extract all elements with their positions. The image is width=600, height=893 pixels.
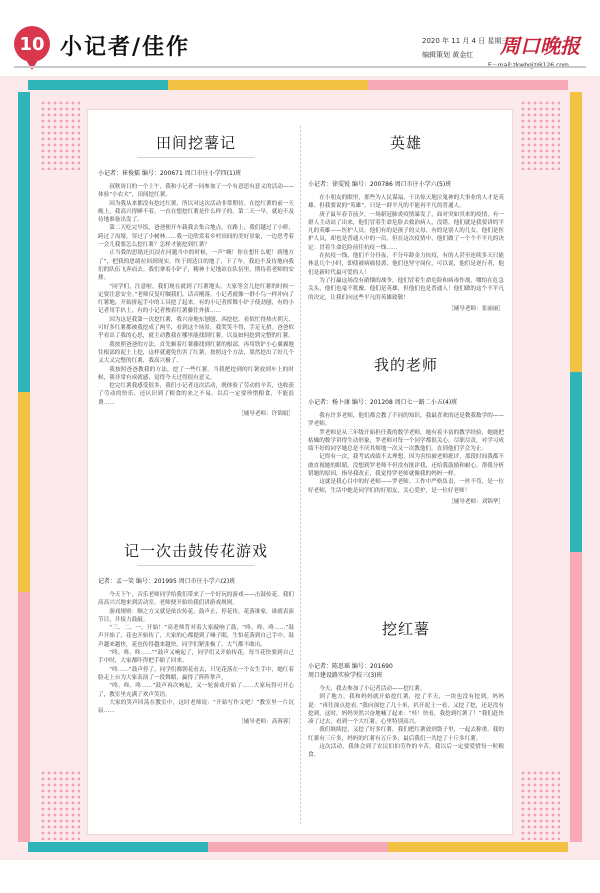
paragraph: 今天，我去参加了小记者活动——挖红薯。 bbox=[319, 686, 426, 692]
article-tianjian bbox=[98, 132, 294, 417]
article-byline: 小记者：崔俊擂 编号：200671 周口市庄小学四(1)班 bbox=[98, 170, 242, 177]
column-divider bbox=[300, 126, 301, 826]
deco-bar bbox=[28, 80, 168, 90]
paragraph: “咚……”鼓声停了，同学们都朝花看去，只见花落在一个女生手中，她红着脸走上台为大家表演了一段舞蹈，赢得了阵阵掌声。 bbox=[98, 666, 294, 681]
article-jigu bbox=[98, 540, 294, 725]
paragraph: 今天下午，音乐老师同学给我们带来了一个好玩的游戏——击鼓传花。我们高高兴兴地来到活动室，老师便开始给我们讲游戏规则。 bbox=[98, 592, 294, 607]
paragraph: “咚、咚、咚……”鼓声再次响起，又一轮游戏开始了……大家玩得可开心了，教室里充满了欢声笑语。 bbox=[98, 683, 294, 698]
editor-line: 编辑策划 黄金红 bbox=[422, 51, 474, 59]
article-title: 英雄 bbox=[389, 134, 422, 152]
paragraph: 大家的笑声回荡在教室中，这时老师说：“开始写作文吧！”教室里一片沉寂…… bbox=[98, 699, 294, 715]
deco-bar bbox=[28, 842, 208, 852]
paragraph: 庚子鼠年春节前夕，一场新冠肺炎疫情暴发了，面对突如其来的疫情，有一群人主动站了出来，他们冒着生命危险去救治病人，没错，他们就是我要讲的平凡的英雄——医护人员。他们有的是孩子的父母，有的是别人的儿女，他们是医护人员，却也是普通人中的一员，但在这次疫情中，他们做了一个个不平凡的决定：冒着生命危险前往抗疫一线…… bbox=[308, 211, 504, 251]
deco-bar bbox=[570, 92, 582, 372]
article-byline: 小记者：杨卜康 编号：201208 周口七一路二小五(4)班 bbox=[308, 399, 458, 406]
article-yingxiong bbox=[308, 132, 504, 312]
title-underline bbox=[137, 157, 255, 158]
deco-bar bbox=[168, 80, 368, 90]
paragraph: 叔秋周日的一个上午，我和小记者一同参加了一个有意思有意义的活动——体验“小农夫”，田间挖红薯。 bbox=[98, 184, 294, 199]
article-title: 挖红薯 bbox=[381, 620, 430, 638]
deco-dots bbox=[40, 770, 80, 840]
paragraph: 我按照爸爸的方法，首先顺着红薯藤找到红薯的根部，再用铁铲小心翼翼地往根部的泥土上挖，这样就避免伤害了红薯，按照这个方法，果然挖出了好几个又大又完整的红薯，我高兴极了。 bbox=[98, 341, 294, 365]
paragraph: 正当我的思绪还沉浸在问题当中的时候，一声“嗨！你在想什么呢！到地方了”，把我的思绪拉回到现实。终于到达目的地了，下了车，我迫不及待地向我们的队伍飞奔而去。我们拿着小铲子，精神十足地站在队伍里，期待着老师的安排。 bbox=[98, 250, 294, 282]
coach-credit: ［辅导老师：张丽丽］ bbox=[448, 305, 504, 312]
deco-bar bbox=[388, 842, 568, 852]
deco-dots bbox=[520, 770, 560, 840]
article-body bbox=[98, 183, 294, 407]
paragraph: 我们继续挖，又挖了好多红薯，我们把红薯放到袋子里，一起去称重。我的红薯有三斤多，妈妈的红薯有五斤多，最后我们一共挖了十斤多红薯。 bbox=[308, 727, 504, 742]
article-body bbox=[308, 685, 504, 760]
article-body bbox=[308, 194, 504, 302]
paragraph: “同学们，注意啦，我们现在就到了红薯地头，大家等会儿挖红薯的时候一定要注意安全。”老师反复叮嘱我们。话音刚落，小记者就像一群小鸟一样冲向了红薯地，开始拼起手中的工具挖了起来。有的小记者挥舞小铲子使劲刨，有的小记者用手扒土，有的小记者拽着红薯藤往外拔…… bbox=[98, 283, 294, 315]
deco-bar bbox=[208, 842, 388, 852]
paragraph: 在小朋友的眼里，那些为人民谋福，干出惊天地泣鬼神的大事业的人才是英雄。但我要说的“英雄”，只是一群平凡的不能再平凡的普通人。 bbox=[308, 195, 504, 210]
paragraph: “三、二、一，开始！”高老师背对着大家敲响了鼓，“咚、咚、咚……”鼓声开始了，花也开始传了，大家的心都提到了嗓子眼，生怕花落到自己手中。鼓声越来越快，花也传得越来越快，同学们紧张极了，大气都不敢出。 bbox=[98, 625, 294, 648]
article-title: 田间挖薯记 bbox=[155, 134, 236, 152]
paragraph: 我按照爸爸教我的方法，挖了一些红薯。当我把挖到的红薯放到车上的时候，我非常有成就感，觉得今天过得很有意义。 bbox=[98, 366, 294, 381]
article-body bbox=[98, 591, 294, 715]
deco-bar bbox=[18, 592, 30, 842]
page-bottom bbox=[0, 860, 600, 893]
deco-bar bbox=[570, 552, 582, 842]
date-line: 2020 年 11 月 4 日 星期三 bbox=[422, 37, 509, 45]
paragraph: 游戏规则：顺之方又就是依次传花，鼓声止，停花传，花落谁家，谁就表演节目，并接力鼓敲。 bbox=[98, 608, 294, 623]
title-underline bbox=[137, 565, 255, 566]
article-title: 记一次击鼓传花游戏 bbox=[123, 542, 268, 560]
article-body bbox=[308, 412, 504, 495]
coach-credit: ［辅导老师：许锦娟］ bbox=[238, 411, 294, 418]
paragraph: 到了地方，我和妈妈就开始挖红薯，挖了半天，一块也没有挖到。妈妈说：“再往深点挖看。”我向深挖了几十米，扒开泥土一看，又挖了挖，还是没有挖到，这时，妈妈突然兴奋地喊了起来：“哇！快看，我挖到红薯了！”我们赶快凑了过去，看到一个大红薯，心里特别高兴。 bbox=[308, 694, 504, 726]
paragraph: 第二天吃完早饭，爸爸便开车载我去集合地点。在路上，我们越过了小桥，跨过了沟壕，穿过了小树林……我一边欣赏着乡村田间的美好景象，一边思考着一会儿我要怎么挖红薯？怎样才能挖到红薯？ bbox=[98, 225, 294, 249]
article-title: 我的老师 bbox=[373, 356, 438, 374]
deco-dots bbox=[520, 100, 560, 170]
paragraph: 这就是我心目中的好老师——罗老师。工作中严格负责，一丝不苟，是一位好老师，生活中她是同学们的好朋友，关心爱护，是一位好老师！ bbox=[308, 479, 504, 494]
coach-credit: ［辅导老师：高蓉蓉］ bbox=[238, 719, 294, 726]
paragraph: 我有许多老师，他们都会教了不同的知识。我最喜欢的还是教我数学的——罗老师。 bbox=[308, 413, 504, 428]
section-title: 小记者/佳作 bbox=[60, 34, 191, 60]
paragraph: 在抗疫一线，他们不分昼夜，不分年龄金力抗疫，有的人甚至连续多天只能休息几个小时，即使被病痛侵袭，他们也坚守岗位，可以说，他们是逆行者，他们是新时代最可爱的人！ bbox=[308, 253, 504, 276]
article-byline: 小记者：陈思瑶 编号：201690 周口建设路实验学校三(3)班 bbox=[308, 663, 393, 679]
newspaper-logo: 周口晚报 bbox=[500, 34, 580, 58]
paragraph: 罗老师是从三年级开始担任我的数学老师，她有着丰富的教学经验，她能把枯燥的数学讲得生动形象，罗老师对每一个同学都很关心，尽职尽责，对学习成绩不好的同学她总是不厌其烦地一次又一次教他们，直到他们学会为止。 bbox=[308, 429, 504, 453]
article-laoshi bbox=[308, 354, 504, 505]
paragraph: 记得有一次，我考试成绩不太理想，因为害怕被老师批评，那段时间我都不敢直视她的眼睛。没想到罗老师不但没有批评我，还给我鼓励和耐心，帮我分析错题的原因，指导我改正，我觉得罗老师就像我的妈妈一样。 bbox=[308, 454, 504, 478]
article-byline: 记者：孟一笑 编号：201995 周口市庄小学六(2)班 bbox=[98, 578, 236, 585]
deco-bar bbox=[18, 92, 30, 392]
page-number: 10 bbox=[19, 33, 45, 55]
paragraph: 为了打赢这场没有硝烟的战争，他们冒着生命危险和病毒作战，哪怕在危急关头，他们也毫不犹豫。他们是英雄，但他们也是普通人！他们做的这个不平凡的决定，让我们向这些平凡的英雄致敬！ bbox=[308, 277, 504, 301]
page-header bbox=[0, 0, 600, 76]
header-rule bbox=[14, 66, 586, 68]
article-byline: 小记者：徐雯锐 编号：200786 周口市庄小学六(5)班 bbox=[308, 181, 452, 188]
coach-credit: ［辅导老师：刘锦华］ bbox=[448, 498, 504, 505]
paragraph: 因为这是我第一次挖红薯，我兴奋地东刨刨、西挖挖，看似忙得热火朝天，可好多红薯都被我挖成了两半，看到这个场景，我哭笑不得，手足无措。爸爸似乎看出了我的心思，就主动教我在哪里能找到红薯，以及如何挖到完整的红薯。 bbox=[98, 316, 294, 340]
deco-bar bbox=[570, 372, 582, 552]
deco-dots bbox=[40, 100, 80, 170]
deco-bar bbox=[368, 80, 568, 90]
page-number-badge bbox=[14, 26, 50, 62]
deco-bar bbox=[18, 392, 30, 592]
article-wahongshu bbox=[308, 618, 504, 760]
paragraph: 这次活动，我体会到了农民伯伯劳作的辛苦，我以后一定要爱惜每一粒粮食。 bbox=[308, 744, 504, 759]
paragraph: 挖完红薯我感受很多，我们小记者这次活动，既体验了劳动的辛苦，也收获了劳动的快乐，还认识到了粮食的来之不易，以后一定要珍惜粮食，不能浪费…… bbox=[98, 383, 294, 406]
paragraph: 因为我从来都没有挖过红薯，所以对这次活动非常期待。在挖红薯的前一天晚上，我高兴得睡不着，一直在想挖红薯是什么样子的，第二天一早，就迫不及待地准备出发了。 bbox=[98, 200, 294, 224]
paragraph: “咚、咚、咚……”“鼓声又响起了，同学们又开始传花，每当花快要到自己手中时，大家都吓得把手缩了回来。 bbox=[98, 650, 294, 665]
